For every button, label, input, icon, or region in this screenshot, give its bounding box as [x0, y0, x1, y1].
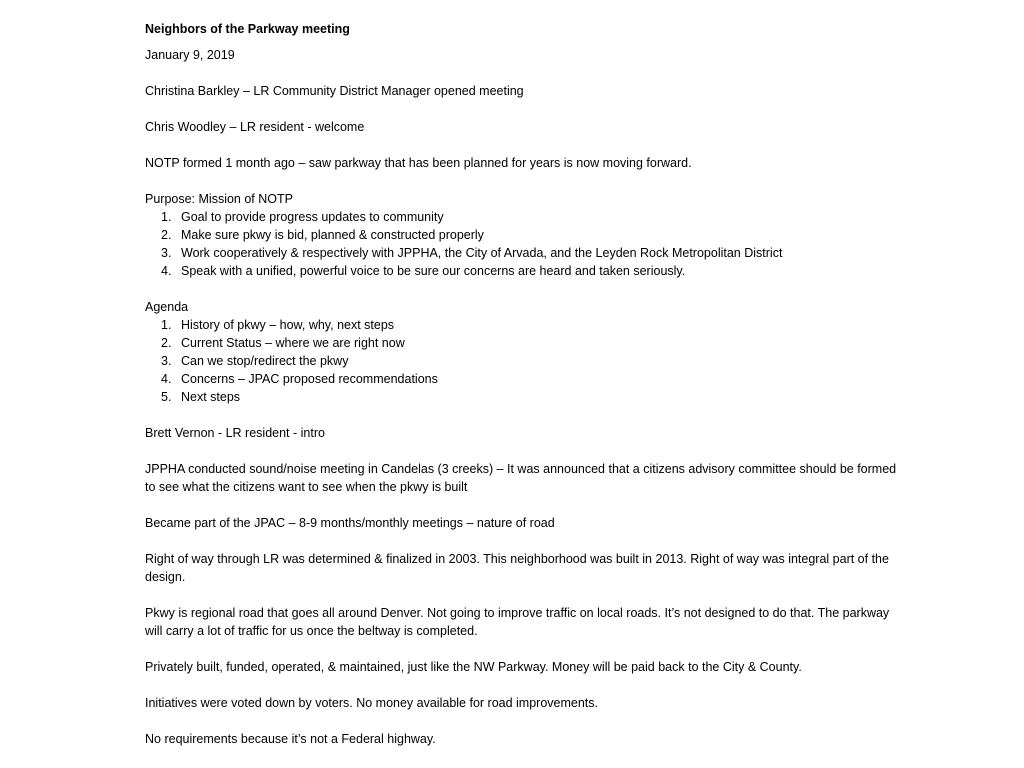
note-paragraph: No requirements because it’s not a Federal highway.: [145, 732, 436, 746]
agenda-item: 3. Can we stop/redirect the pkwy: [161, 354, 349, 368]
note-paragraph: JPPHA conducted sound/noise meeting in Candelas (3 creeks) – It was announced that a citizens advisory committee should be formed to see what the citizens want to see when the pkwy is built: [145, 462, 897, 494]
purpose-item: 4. Speak with a unified, powerful voice to be sure our concerns are heard and taken seriously.: [161, 264, 686, 278]
meeting-notes: [145, 20, 905, 766]
note-paragraph: Initiatives were voted down by voters. No money available for road improvements.: [145, 696, 598, 710]
purpose-item: 3. Work cooperatively & respectively with JPPHA, the City of Arvada, and the Leyden Rock Metropolitan District: [161, 246, 783, 260]
note-paragraph: Pkwy is regional road that goes all around Denver. Not going to improve traffic on local roads. It’s not designed to do that. The parkway will carry a lot of traffic for us once the beltway is completed.: [145, 606, 890, 638]
agenda-item: 5. Next steps: [161, 390, 241, 404]
note-paragraph: Privately built, funded, operated, & maintained, just like the NW Parkway. Money will be paid back to the City & County.: [145, 660, 802, 674]
note-opened: Christina Barkley – LR Community District Manager opened meeting: [145, 84, 524, 98]
note-formed: NOTP formed 1 month ago – saw parkway that has been planned for years is now moving forward.: [145, 156, 692, 170]
agenda-item: 4. Concerns – JPAC proposed recommendations: [161, 372, 438, 386]
meeting-date: January 9, 2019: [145, 48, 235, 62]
purpose-heading: Purpose: Mission of NOTP: [145, 192, 293, 206]
note-intro: Brett Vernon - LR resident - intro: [145, 426, 325, 440]
purpose-item: 2. Make sure pkwy is bid, planned & constructed properly: [161, 228, 484, 242]
agenda-item: 1. History of pkwy – how, why, next steps: [161, 318, 395, 332]
agenda-item: 2. Current Status – where we are right now: [161, 336, 405, 350]
document-title: Neighbors of the Parkway meeting: [145, 22, 350, 36]
agenda-list: [145, 316, 905, 406]
agenda-heading: Agenda: [145, 300, 189, 314]
purpose-list: [145, 208, 905, 280]
note-paragraph: Right of way through LR was determined & finalized in 2003. This neighborhood was built in 2013. Right of way was integral part of the design.: [145, 552, 889, 584]
note-paragraph: Became part of the JPAC – 8-9 months/monthly meetings – nature of road: [145, 516, 555, 530]
purpose-item: 1. Goal to provide progress updates to community: [161, 210, 444, 224]
note-welcome: Chris Woodley – LR resident - welcome: [145, 120, 365, 134]
